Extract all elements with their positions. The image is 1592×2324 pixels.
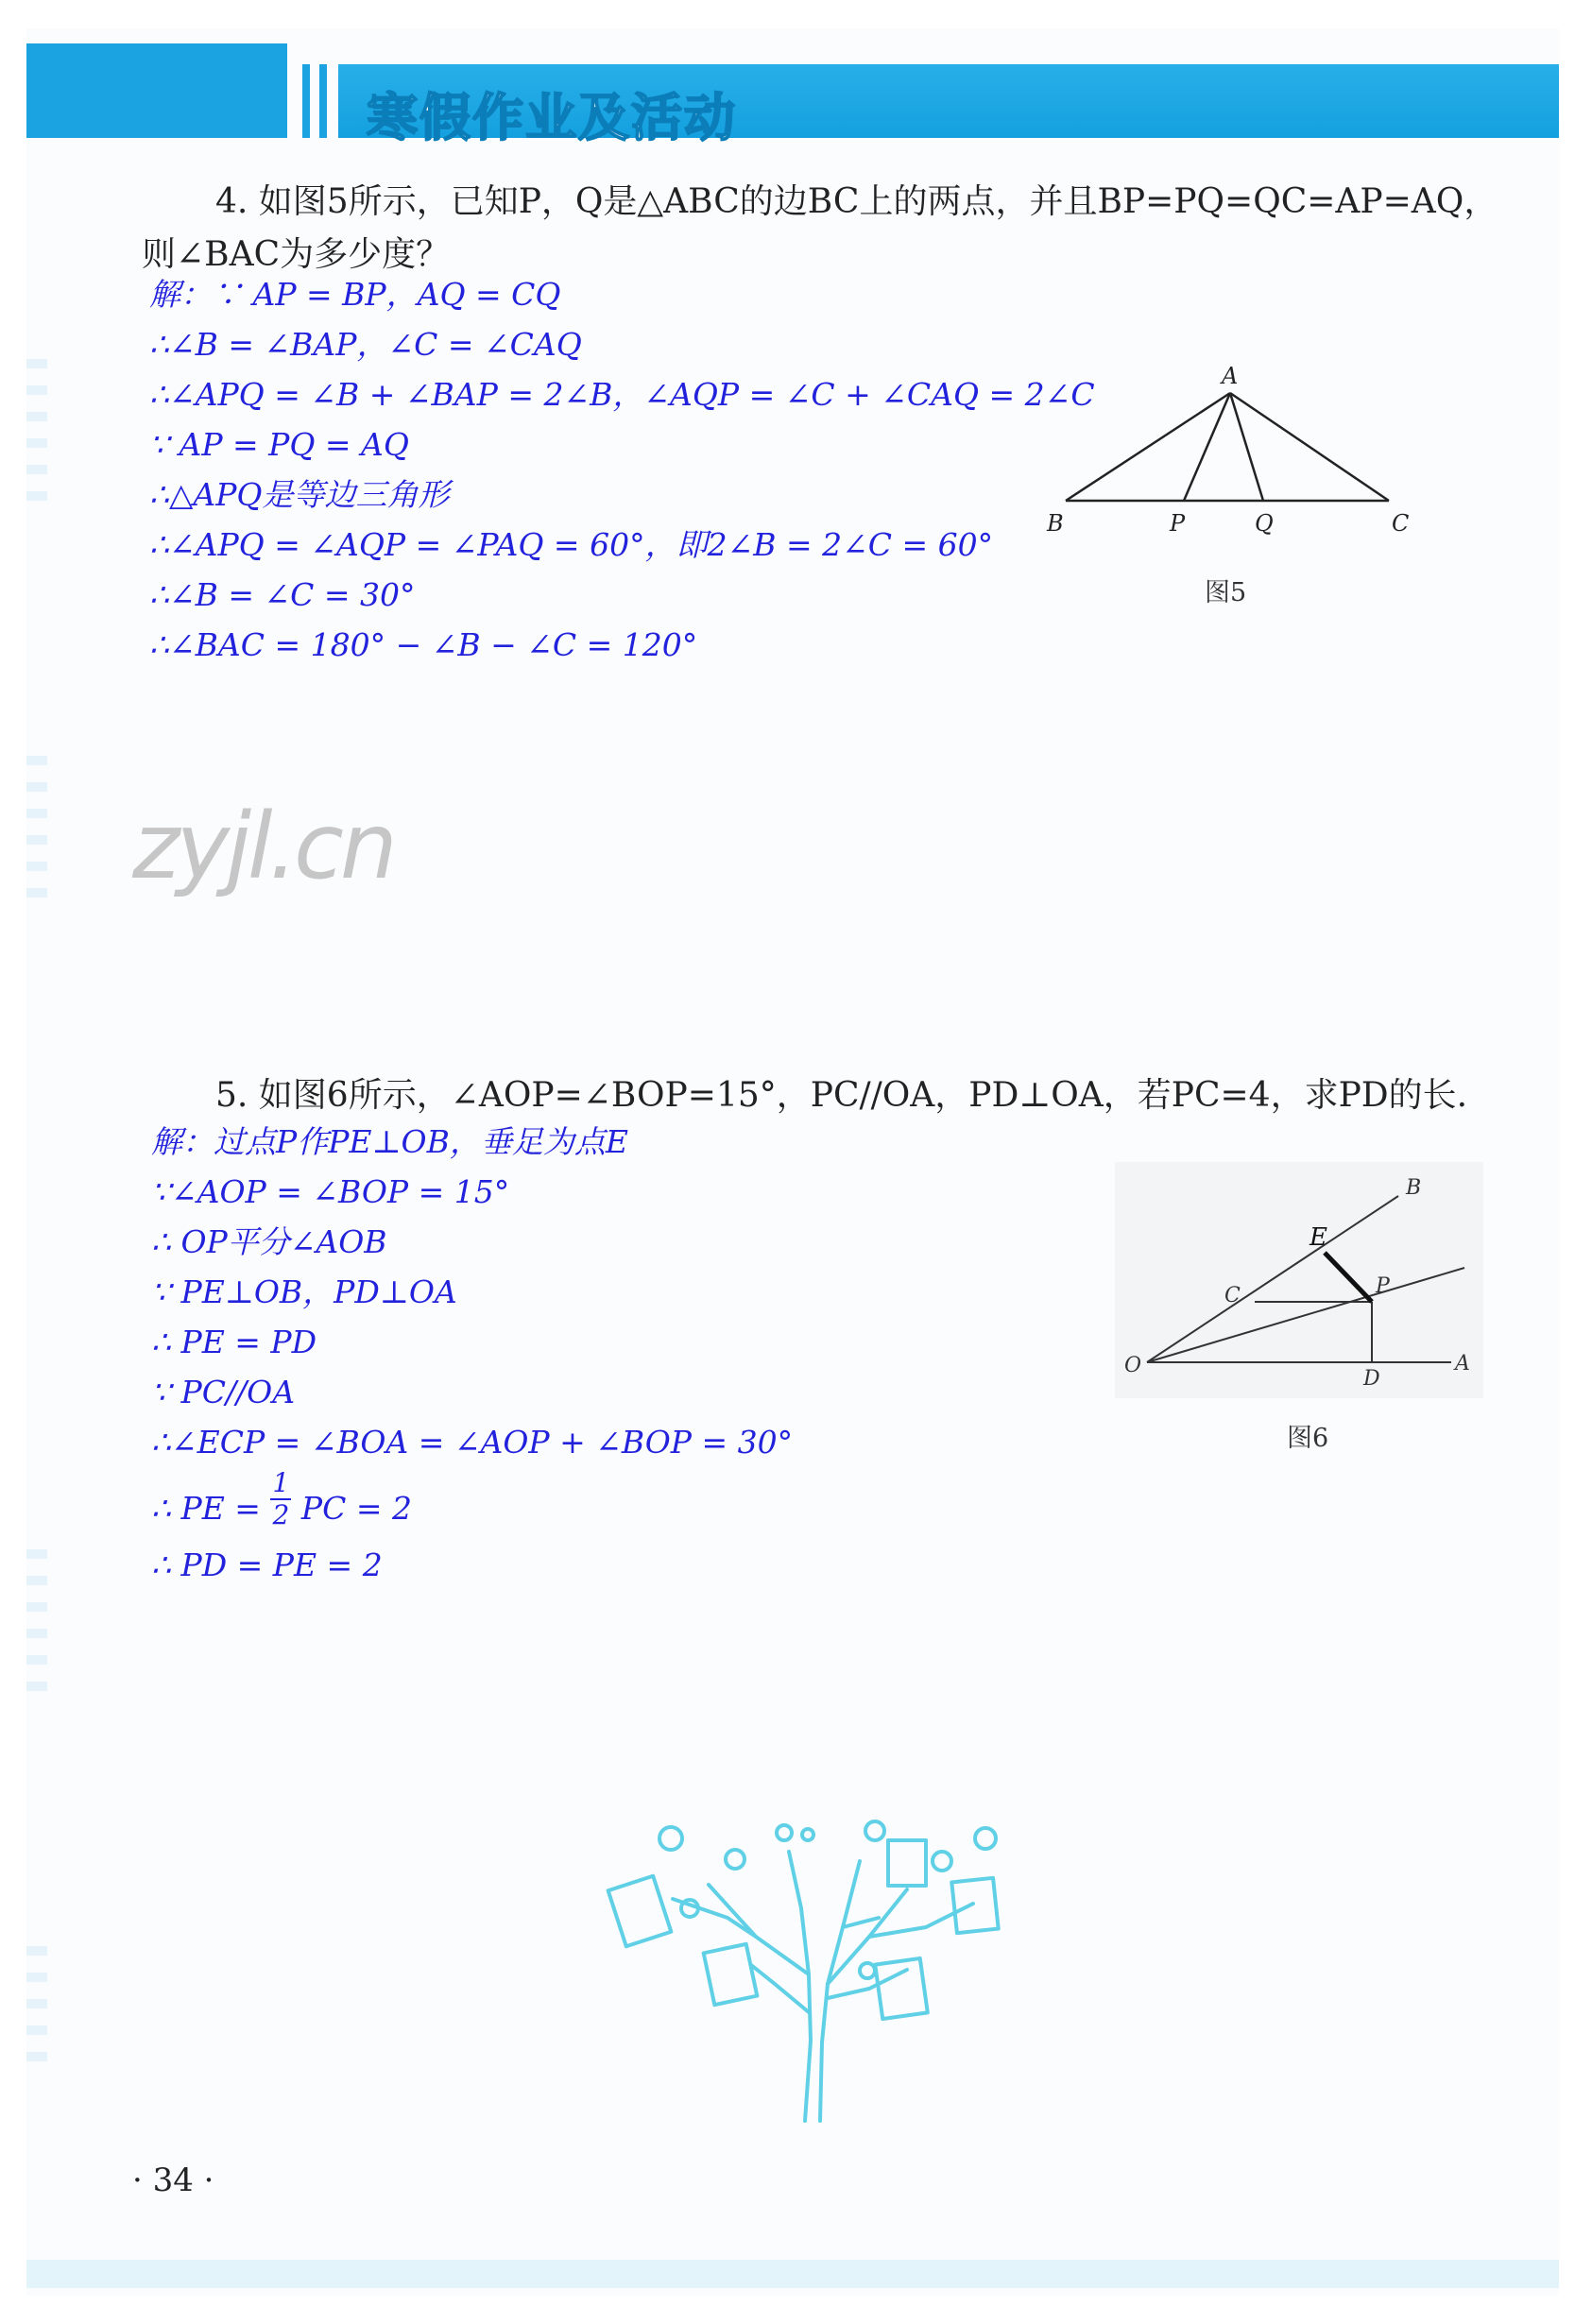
q5-fraction-line xyxy=(151,1466,412,1542)
q4-answer xyxy=(149,269,1095,670)
label-d-6: D xyxy=(1363,1367,1380,1391)
q5-last-line: ∴ PD = PE = 2 xyxy=(151,1546,383,1583)
q4-answer-line: ∴∠BAC = 180° − ∠B − ∠C = 120° xyxy=(149,626,698,663)
figure-6-angle xyxy=(1115,1162,1483,1398)
q5-answer-line: ∵∠AOP = ∠BOP = 15° xyxy=(151,1173,510,1210)
q4-answer-line: ∴∠APQ = ∠B + ∠BAP = 2∠B，∠AQP = ∠C + ∠CAQ = 2∠C xyxy=(149,376,1095,413)
edge-marks-top xyxy=(26,359,47,518)
edge-marks-lower xyxy=(26,1549,47,1708)
q5-fraction-prefix: ∴ PE = xyxy=(151,1490,271,1527)
q5-fraction-suffix: PC = 2 xyxy=(300,1490,413,1527)
q4-answer-line: ∵ AP = PQ = AQ xyxy=(149,426,409,463)
q4-answer-line: ∴∠APQ = ∠AQP = ∠PAQ = 60°，即2∠B = 2∠C = 60° xyxy=(149,526,994,563)
footer-strip xyxy=(26,2260,1559,2288)
label-p-6: P xyxy=(1376,1274,1390,1298)
label-b: B xyxy=(1047,510,1064,537)
q5-fraction xyxy=(270,1468,291,1530)
page-header xyxy=(26,43,1559,147)
label-a-6: A xyxy=(1455,1352,1470,1376)
label-o-6: O xyxy=(1124,1354,1142,1377)
watermark: zyjl.cn xyxy=(132,794,394,899)
q5-fraction-numerator: 1 xyxy=(270,1468,291,1500)
label-e-6: E xyxy=(1310,1223,1327,1252)
figure-5-triangle xyxy=(1030,350,1436,548)
q4-line1: 4. 如图5所示，已知P，Q是△ABC的边BC上的两点，并且BP=PQ=QC=AP=AQ， xyxy=(215,182,1498,221)
figure-5-caption: 图5 xyxy=(1205,578,1247,607)
q5-answer xyxy=(151,1117,793,1467)
edge-marks-bottom xyxy=(26,1946,47,2078)
q5-answer-line: 解：过点P作PE⊥OB，垂足为点E xyxy=(151,1123,628,1160)
label-a: A xyxy=(1222,363,1239,389)
label-c: C xyxy=(1392,510,1410,537)
tree-illustration xyxy=(595,1795,1020,2126)
header-title: 寒假作业及活动 xyxy=(367,88,737,147)
q5-answer-line: ∴ PE = PD xyxy=(151,1324,317,1360)
figure-6-caption: 图6 xyxy=(1287,1424,1329,1453)
label-p: P xyxy=(1170,510,1186,537)
q4-line2: 则∠BAC为多少度？ xyxy=(142,235,451,274)
q5-fraction-denominator: 2 xyxy=(272,1499,290,1530)
q4-answer-line: ∴△APQ是等边三角形 xyxy=(149,476,450,513)
q4-answer-line: ∴∠B = ∠BAP，∠C = ∠CAQ xyxy=(149,326,582,363)
q5-answer-line: ∴ OP平分∠AOB xyxy=(151,1223,387,1260)
page-number: · 34 · xyxy=(132,2162,214,2199)
header-left-block xyxy=(26,43,287,138)
label-b-6: B xyxy=(1406,1176,1422,1200)
q4-answer-line: ∴∠B = ∠C = 30° xyxy=(149,576,416,613)
label-c-6: C xyxy=(1224,1284,1241,1307)
q5-answer-line: ∵ PE⊥OB，PD⊥OA xyxy=(151,1273,457,1310)
q5-answer-line: ∵ PC//OA xyxy=(151,1374,296,1410)
edge-marks-middle xyxy=(26,756,47,914)
label-q: Q xyxy=(1255,510,1274,537)
q5-line1: 5. 如图6所示，∠AOP=∠BOP=15°，PC//OA，PD⊥OA，若PC=4，求PD的长. xyxy=(215,1076,1468,1115)
q5-answer-line: ∴∠ECP = ∠BOA = ∠AOP + ∠BOP = 30° xyxy=(151,1424,794,1461)
q4-answer-line: 解：∵ AP = BP，AQ = CQ xyxy=(149,276,561,313)
